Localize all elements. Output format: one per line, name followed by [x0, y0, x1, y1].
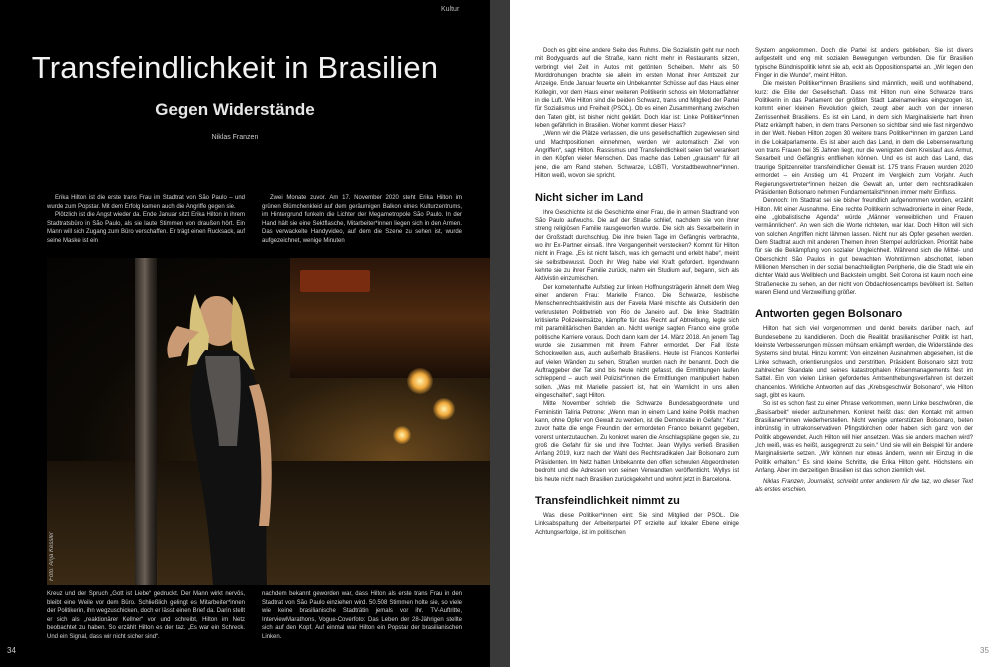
photo-person: [147, 266, 297, 585]
right-column-2: [755, 47, 973, 494]
right-page: [510, 0, 1000, 667]
photo-light: [407, 368, 433, 394]
left-column-bottom-1: [47, 590, 245, 642]
section-heading: Transfeindlichkeit nimmt zu: [535, 494, 680, 507]
section-label: Kultur: [441, 6, 460, 13]
section-heading: Nicht sicher im Land: [535, 191, 644, 204]
left-column-bottom-2: [262, 590, 462, 642]
paragraph: Ihre Geschichte ist die Geschichte einer Frau, die in armen Stadtrand von São Paulo aufwuchs. Die auf der Straße schlief, nachdem sie von ihrer streng religiösen Familie rausgeworfen wurde. Die sich als Sexarbeiterin in der Großstadt durchschlug. Die ihre freien Tage im Gefängnis verbrachte, wo ihr Ex-Partner einsaß. Ihre Vergangenheit verstecken? Kommt für Hilton nicht in Frage. „Es ist nicht falsch, was ich gemacht und erlebt habe“, meint sie selbstbewusst. Doch ihr Weg habe viel Kraft gefordert. Irgendwann kehrte sie zu ihrer Familie zurück, nahm ein Studium auf, begann, sich als Aktivistin einzumischen.: [535, 209, 739, 283]
byline: Niklas Franzen: [211, 134, 259, 141]
paragraph: nachdem bekannt geworden war, dass Hilton als erste trans Frau in den Stadtrat von São Paulo einziehen wird. 50.508 Stimmen holte sie, so viele wie keine brasilianische Stadträtin jemals vor ihr. TV-Auftritte, InterviewMarathons, Vogue-Coverfoto: Das Leben der 28-Jährigen stellte sich auf den Kopf. Auf einmal war Hilton ein Popstar der brasilianischen Linken.: [262, 591, 462, 640]
article-subtitle: Gegen Widerstände: [155, 100, 315, 119]
article-title: Transfeindlichkeit in Brasilien: [31, 50, 439, 85]
paragraph: Dennoch: Im Stadtrat sei sie bisher freundlich aufgenommen worden, erzählt Hilton. Mit einer Ausnahme. Eine rechte Politikerin schwadronierte in einer Rede, eine „globalistische Agenda“ würde „Männer verweiblichen und Frauen vermännlichen“. An wen sich die Worte richteten, war klar. Doch Hilton will sich von solchen Angriffen nicht lähmen lassen. Nicht nur als Opfer gesehen werden. Dem Stadtrat auch mit anderen Themen ihren Stempel aufdrücken. Priorität habe für sie die Bekämpfung von sozialer Ungleichheit. Während sich die Mittel- und Oberschicht São Paulos in gut bewachten Wohntürmen abschottet, leben Millionen Menschen in der sozial benachteiligten Peripherie, die die Stadt wie ein dichter Wald aus Wellblech und Backstein umgibt. Seit Corona ist kaum noch eine Straßenecke zu sehen, an der nicht von Obdachlosencamps bevölkert ist. Selten waren Elend und Verzweiflung größer.: [755, 198, 973, 296]
paragraph: Der kometenhafte Aufstieg zur linken Hoffnungsträgerin ähnelt dem Weg einer anderen Frau: Marielle Franco. Die Schwarze, lesbische Menschenrechtsaktivistin aus der Favela Maré mischte als Outsiderin den verkrusteten Politbetrieb von Rio de Janeiro auf. Die linke Stadträtin kritisierte Polizeieinsätze, kämpfte für das Recht auf Abtreibung, legte sich mit paramilitärischen Banden an. Nicht wenige sagten Franco eine große politische Karriere voraus. Doch dann kam der 14. März 2018. An jenem Tag wurde sie zusammen mit ihrem Fahrer ermordet. Der Fall löste Schockwellen aus, auch außerhalb Brasiliens. Heute ist Francos Konterfei auf vielen Wänden zu sehen, Straßen wurden nach ihr benannt. Doch die Auftraggeber der Tat sind bis heute nicht gefasst, die Ermittlungen laufen schleppend – auch weil Polizist*innen die Ermittlungen manipuliert haben sollen. „Was mit Marielle passiert ist, hat ein Warnlicht in uns allen eingeschaltet“, sagt Hilton.: [535, 284, 739, 400]
paragraph: System angekommen. Doch die Partei ist anders geblieben. Sie ist divers aufgestellt und eng mit sozialen Bewegungen verbunden. Die für Brasilien typische Bündnispolitik lehnt sie ab, eckt als Oppositionspartei an. „Wir legen den Finger in die Wunde“, meint Hilton.: [755, 48, 973, 80]
paragraph: Erika Hilton ist die erste trans Frau im Stadtrat von São Paulo – und wurde zum Popstar. Mit dem Erfolg kamen auch die Angriffe gegen sie.: [47, 195, 245, 210]
page-number-right: 35: [980, 646, 989, 655]
photo-light: [433, 398, 455, 420]
paragraph: Hilton hat sich viel vorgenommen und denkt bereits darüber nach, auf Bundesebene zu kandidieren. Doch die Realität brasilianischer Politik ist hart, kleinste Verbesserungen müssen mühsam erkämpft werden, die Widerstände des Systems sind brutal. Hinzu kommt: Von einzelnen Ausnahmen abgesehen, ist die Linke schwach, orientierungslos und zerstritten. Präsident Bolsonaro sitzt trotz zahlreicher Skandale und seines katastrophalen Krisenmanagements fest im Sattel. Ein von vielen Linken gefordertes Amtsenthebungsverfahren ist derzeit chancenlos. Wirkliche Antworten auf das „Krebsgeschwür Bolsonaro“, wie Hilton sagt, gibt es kaum.: [755, 326, 973, 400]
paragraph: Plötzlich ist die Angst wieder da. Ende Januar sitzt Erika Hilton in ihrem Stadtratsbüro in São Paulo, als sie laute Stimmen von draußen hört. Ein Mann will sich Zugang zum Büro verschaffen. Er trägt einen Rucksack, auf seine Maske ist ein: [47, 212, 245, 244]
author-note: Niklas Franzen, Journalist, schreibt unter anderem für die taz, wo dieser Text als erstes erschien.: [755, 478, 973, 493]
paragraph: „Wenn wir die Plätze verlassen, die uns gesellschaftlich zugewiesen sind und Machtpositionen einnehmen, werden wir automatisch Ziel von Angriffen“, sagt Hilton. Rassismus und Transfeindlichkeit seien tief verankert in den Köpfen vieler Menschen. Das mache das Leben „grausam“ für all jene, die am Rand stehen. Schwarze, LGBTI, Vorstadtbewohner*innen. Hilton weiß, wovon sie spricht.: [535, 131, 739, 180]
paragraph: Die meisten Politiker*innen Brasiliens sind männlich, weiß und wohlhabend, kurz: die Elite der Gesellschaft. Dass mit Hilton nun eine Schwarze trans Politikerin in das Parlament der größten Stadt Lateinamerikas eingezogen ist, kommt einer kleinen Revolution gleich, zeugt aber auch von der inneren Zerrissenheit Brasiliens. Es ist ein Land, in dem sich Marginalisierte hart ihren Platz erkämpft haben, in dem trans Personen so sichtbar sind wie fast nirgendwo in der Welt. Neben Hilton zogen 30 weitere trans Politiker*innen im ganzen Land in die Lokalparlamente. Es ist aber auch das Land, in dem die Lebenserwartung von trans Frauen bei 35 Jahren liegt, nur die wenigsten dem Kreislauf aus Armut, Sexarbeit und Gefängnis entfliehen können. Und es ist auch das Land, das traurige Spitzenreiter transfeindlicher Gewalt ist. 175 trans Frauen wurden 2020 ermordet – ein Anstieg um 41 Prozent im Vergleich zum Vorjahr. Auch Regierungsvertreter*innen heizen die Gewalt an, unter dem rechtsradikalen Präsidenten Bolsonaro nehmen Fundamentalist*innen immer mehr Einfluss.: [755, 81, 973, 196]
paragraph: Kreuz und der Spruch „Gott ist Liebe“ gedruckt. Der Mann wirkt nervös, bleibt eine Weile vor dem Büro. Schließlich gelingt es Mitarbeiter*innen der Politikerin, ihn wegzuschicken, doch er lässt einen Brief da. Darin stellt er sich als „reaktionärer Kellner“ vor und schreibt, Hilton im Netz beobachtet zu haben. So erzählt Hilton es der taz. „Es war ein Schreck. Und ein Signal, dass wir nicht sicher sind“.: [47, 591, 245, 640]
paragraph: So ist es schon fast zu einer Phrase verkommen, wenn Linke beschwören, die „Basisarbeit“ wieder aufzunehmen. Konkret heißt das: den Kontakt mit armen Brasilianer*innen wiederherstellen. Nicht wenige unterstützen Bolsonaro, beten inbrünstig in ultrakonservativen Pfingstkirchen oder haben sich ganz von der Politik abgewendet. Auch Hilton will hier ansetzen. Was sie anders machen wird? „Ich weiß, was es heißt, ausgegrenzt zu sein.“ Und sie will ein Beispiel für andere Marginalisierte setzen. „Wir können nur etwas ändern, wenn wir Einzug in die Politik erhalten.“ Es sind kleine Schritte, die Erika Hilton geht. Höchstens ein Anfang. Aber im derzeitigen Brasilien ist das schon ziemlich viel.: [755, 401, 973, 475]
left-column-top-1: [47, 194, 245, 246]
photo-credit: Foto: Anja Kessler: [49, 532, 55, 581]
section-heading: Antworten gegen Bolsonaro: [755, 308, 903, 321]
paragraph: Zwei Monate zuvor. Am 17. November 2020 steht Erika Hilton im grünen Blümchenkleid auf dem geräumigen Balkon eines Kulturzentrums, im Hintergrund funkeln die Lichter der Megametropole São Paulo. In der Hand hält sie eine Sektflasche, Mitarbeiter*innen liegen sich in den Armen. Das verwackelte Handyvideo, auf dem die Szene zu sehen ist, wurde aufgezeichnet, wenige Minuten: [262, 195, 462, 244]
page-number-left: 34: [7, 646, 16, 655]
paragraph: Doch es gibt eine andere Seite des Ruhms. Die Sozialistin geht nur noch mit Bodyguards auf die Straße, kann nicht mehr in Restaurants sitzen, verbringt viel Zeit in Autos mit getönten Scheiben. Mehr als 50 Morddrohungen brachte sie allein im ersten Monat ihrer Amtszeit zur Anzeige. Ende Januar feuerte ein Unbekannter Schüsse auf das Haus einer Kollegin, vor dem Haus einer weiteren Politikerin schoss ein Motorradfahrer in die Luft. Wie Hilton sind die beiden Schwarz, trans und Mitglied der Partei für Sozialismus und Freiheit (PSOL). Ob es einen Zusammenhang zwischen den Taten gibt, ist bisher nicht geklärt. Doch klar ist: Linke Politiker*innen leben gefährlich in Brasilien. Woher kommt dieser Hass?: [535, 48, 739, 130]
left-page: [0, 0, 490, 667]
paragraph: Mitte November schrieb die Schwarze Bundesabgeordnete und Feministin Talíria Petrone: „Wenn man in einem Land keine Politik machen kann, ohne Opfer von Gewalt zu werden, ist die Demokratie in Gefahr.“ Kurz zuvor hatte die enge Freundin der ermordeten Franco bekannt gegeben, vorerst unterzutauchen. Zu konkret waren die Anschlagspläne gegen sie, zu groß die Gefahr für sie und ihre Tochter. Jean Wyllys verließ Brasilien Anfang 2019, kurz nach der Wahl des Rechtsradikalen Jair Bolsonaro zum Präsidenten. Im Netz hatten Unbekannte den offen schwulen Abgeordneten bedroht und die Adressen von seinen Verwandten veröffentlicht. Wyllys ist bis heute nicht nach Brasilien zurückgekehrt und wohnt jetzt in Barcelona.: [535, 401, 739, 483]
photo-sign: [300, 270, 370, 292]
right-column-1: [535, 47, 739, 537]
left-column-top-2: [262, 194, 462, 246]
article-photo: [47, 258, 490, 585]
photo-light: [393, 426, 411, 444]
paragraph: Was diese Politiker*innen eint: Sie sind Mitglied der PSOL. Die Linksabspaltung der Arbeiterpartei PT erzielte auf lokaler Ebene einige Achtungserfolge, ist im politischen: [535, 512, 739, 536]
